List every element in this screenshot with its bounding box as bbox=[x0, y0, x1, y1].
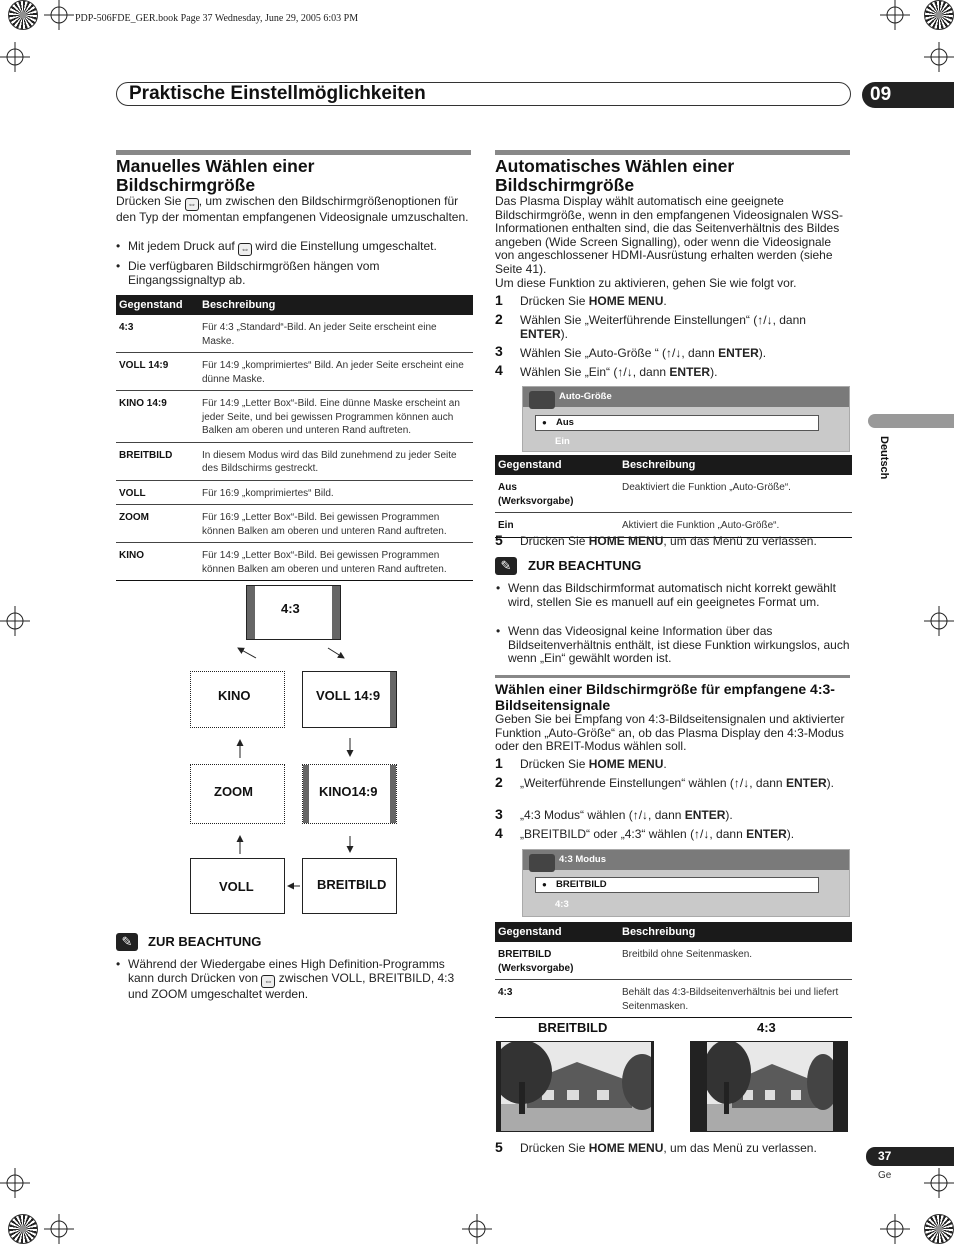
note-bullet: • Während der Wiedergabe eines High Definition-Programms kann durch Drücken von ⇔ zwischen VOLL, BREITBILD, 4:3 und ZOOM umgeschaltet werden. bbox=[116, 958, 471, 1001]
chapter-number: 09 bbox=[862, 82, 954, 108]
crosshair-mark-icon bbox=[44, 1214, 74, 1244]
mode-box-voll-14-9: VOLL 14:9 bbox=[302, 671, 397, 728]
screen-size-table bbox=[116, 295, 473, 581]
subsection-heading: Wählen einer Bildschirmgröße für empfangene 4:3-Bildseitensignale bbox=[495, 681, 835, 713]
step-number: 4 bbox=[495, 825, 503, 841]
menu-title: Auto-Größe bbox=[523, 387, 849, 407]
crosshair-mark-icon bbox=[0, 606, 30, 636]
color-registration-ball bbox=[924, 1214, 954, 1244]
step-number: 4 bbox=[495, 362, 503, 378]
table-row: 4:3 Für 4:3 „Standard“-Bild. An jeder Seite erscheint eine Maske. bbox=[116, 315, 473, 353]
breitbild-house-photo bbox=[496, 1041, 654, 1132]
crosshair-mark-icon bbox=[880, 1214, 910, 1244]
color-registration-ball bbox=[8, 1214, 38, 1244]
page-language-code: Ge bbox=[878, 1170, 892, 1181]
crosshair-mark-icon bbox=[44, 0, 74, 30]
screen-size-button-icon: ⇔ bbox=[238, 243, 252, 256]
language-tab bbox=[868, 414, 954, 428]
mode-4-3-menu bbox=[522, 849, 850, 917]
step-text: Drücken Sie HOME MENU. bbox=[520, 757, 667, 771]
step-number: 1 bbox=[495, 755, 503, 771]
step-number: 5 bbox=[495, 532, 503, 548]
section-heading: Automatisches Wählen einer Bildschirmgröße bbox=[495, 156, 735, 195]
table-row: KINO 14:9 Für 14:9 „Letter Box“-Bild. Eine dünne Maske erscheint an jeder Seite, und bei gewissen Programmen können auch Balken am oberen und unteren Rand auftreten. bbox=[116, 391, 473, 443]
sub-intro-paragraph: Geben Sie bei Empfang von 4:3-Bildseitensignalen und aktivierter Funktion „Auto-Größe“ an, ob das Plasma Display den 4:3-Modus oder den BREIT-Modus wählen soll. bbox=[495, 712, 845, 753]
step-text: Drücken Sie HOME MENU. bbox=[520, 294, 667, 308]
table-row: Aus (Werksvorgabe) Deaktiviert die Funktion „Auto-Größe“. bbox=[495, 475, 852, 513]
step-number: 2 bbox=[495, 311, 503, 327]
section-rule bbox=[495, 150, 850, 155]
screen-size-button-icon: ⇔ bbox=[185, 198, 199, 211]
mode-4-3-house-photo bbox=[690, 1041, 848, 1132]
color-registration-ball bbox=[924, 0, 954, 30]
mode-box-zoom: ZOOM bbox=[190, 764, 285, 824]
auto-size-menu bbox=[522, 386, 850, 452]
menu-option-selected[interactable]: ● Aus bbox=[535, 415, 819, 431]
note-title: ZUR BEACHTUNG bbox=[528, 558, 642, 573]
table-row: KINO Für 14:9 „Letter Box“-Bild. Bei gewissen Programmen können Balken am oberen und unteren Rand auftreten. bbox=[116, 543, 473, 581]
page-number: 37 bbox=[866, 1147, 954, 1166]
intro-paragraph: Das Plasma Display wählt automatisch eine geeignete Bildschirmgröße, wenn in den empfangenen Videosignalen WSS-Informationen enthalten sind, die das Seitenverhältnis des Bildes angeben (Wide Screen Signalling), oder wenn die Videosignale von angeschlossener HDMI-Ausrüstung erhalten werden (siehe Seite 41). bbox=[495, 194, 843, 276]
table-row: ZOOM Für 16:9 „Letter Box“-Bild. Bei gewissen Programmen können Balken am oberen und unteren Rand auftreten. bbox=[116, 505, 473, 543]
crosshair-mark-icon bbox=[924, 1168, 954, 1198]
language-label: Deutsch bbox=[878, 436, 890, 480]
color-registration-ball bbox=[8, 0, 38, 30]
step-text: Drücken Sie HOME MENU, um das Menü zu verlassen. bbox=[520, 1141, 817, 1155]
table-header: Gegenstand bbox=[495, 922, 619, 942]
note-bullet: • Wenn das Bildschirmformat automatisch nicht korrekt gewählt wird, stellen Sie es manuell auf ein geeignetes Format um. bbox=[496, 582, 836, 609]
step-number: 2 bbox=[495, 774, 503, 790]
crosshair-mark-icon bbox=[924, 606, 954, 636]
mode-box-kino-14-9: KINO14:9 bbox=[302, 764, 397, 824]
step-number: 5 bbox=[495, 1139, 503, 1155]
note-pencil-icon: ✎ bbox=[495, 557, 517, 575]
table-row: VOLL 14:9 Für 14:9 „komprimiertes“ Bild. An jeder Seite erscheint eine dünne Maske. bbox=[116, 353, 473, 391]
intro-paragraph-2: Um diese Funktion zu aktivieren, gehen Sie wie folgt vor. bbox=[495, 276, 797, 290]
crosshair-mark-icon bbox=[462, 1214, 492, 1244]
crosshair-mark-icon bbox=[0, 42, 30, 72]
crosshair-mark-icon bbox=[924, 42, 954, 72]
table-row: Ein Aktiviert die Funktion „Auto-Größe“. bbox=[495, 513, 852, 538]
table-header: Beschreibung bbox=[199, 295, 473, 315]
step-text: Wählen Sie „Weiterführende Einstellungen“ (↑/↓, dann ENTER). bbox=[520, 313, 806, 341]
photo-label: BREITBILD bbox=[538, 1020, 608, 1035]
chapter-title: Praktische Einstellmöglichkeiten bbox=[116, 82, 851, 106]
step-number: 1 bbox=[495, 292, 503, 308]
crosshair-mark-icon bbox=[0, 1168, 30, 1198]
step-number: 3 bbox=[495, 806, 503, 822]
menu-option[interactable]: 4:3 bbox=[555, 899, 569, 910]
menu-title: 4:3 Modus bbox=[523, 850, 849, 870]
screen-size-button-icon: ⇔ bbox=[261, 975, 275, 988]
tv-menu-icon bbox=[529, 391, 555, 409]
table-row: BREITBILD In diesem Modus wird das Bild zunehmend zu jeder Seite des Bildschirms gestreckt. bbox=[116, 442, 473, 480]
table-header: Gegenstand bbox=[116, 295, 199, 315]
photo-label: 4:3 bbox=[757, 1020, 776, 1035]
menu-option-selected[interactable]: ● BREITBILD bbox=[535, 877, 819, 893]
tv-menu-icon bbox=[529, 854, 555, 872]
table-header: Beschreibung bbox=[619, 455, 852, 475]
step-text: Wählen Sie „Ein“ (↑/↓, dann ENTER). bbox=[520, 365, 718, 379]
step-text: „4:3 Modus“ wählen (↑/↓, dann ENTER). bbox=[520, 808, 733, 822]
mode-box-voll: VOLL bbox=[190, 858, 285, 914]
step-text: Drücken Sie HOME MENU, um das Menü zu verlassen. bbox=[520, 534, 817, 548]
menu-option[interactable]: Ein bbox=[555, 436, 570, 447]
table-header: Gegenstand bbox=[495, 455, 619, 475]
crosshair-mark-icon bbox=[880, 0, 910, 30]
section-heading: Manuelles Wählen einer Bildschirmgröße bbox=[116, 156, 315, 195]
mode-box-kino: KINO bbox=[190, 671, 285, 728]
mode-4-3-table bbox=[495, 922, 852, 1018]
mode-box-breitbild: BREITBILD bbox=[302, 858, 397, 914]
step-number: 3 bbox=[495, 343, 503, 359]
mode-box-4-3: 4:3 bbox=[246, 585, 341, 640]
bullet-item: • Die verfügbaren Bildschirmgrößen hängen vom Eingangssignaltyp ab. bbox=[116, 260, 406, 287]
section-rule bbox=[116, 150, 471, 155]
note-pencil-icon: ✎ bbox=[116, 933, 138, 951]
intro-paragraph: Drücken Sie ⇔ , um zwischen den Bildschirmgrößenoptionen für den Typ der momentan empfangenen Videosignale umzuschalten. bbox=[116, 194, 469, 224]
note-title: ZUR BEACHTUNG bbox=[148, 934, 262, 949]
note-bullet: • Wenn das Videosignal keine Information über das Bildseitenverhältnis enthält, ist diese Funktion wirkungslos, auch wenn „Ein“ gewählt worden ist. bbox=[496, 625, 851, 666]
step-text: „Weiterführende Einstellungen“ wählen (↑/↓, dann ENTER). bbox=[520, 776, 834, 790]
table-row: VOLL Für 16:9 „komprimiertes“ Bild. bbox=[116, 480, 473, 505]
table-row: 4:3 Behält das 4:3-Bildseitenverhältnis bei und liefert Seitenmasken. bbox=[495, 980, 852, 1018]
step-text: „BREITBILD“ oder „4:3“ wählen (↑/↓, dann ENTER). bbox=[520, 827, 795, 841]
section-rule bbox=[495, 675, 850, 678]
diagram-arrows bbox=[180, 610, 410, 900]
bullet-item: • Mit jedem Druck auf ⇔ wird die Einstellung umgeschaltet. bbox=[116, 240, 471, 256]
step-text: Wählen Sie „Auto-Größe “ (↑/↓, dann ENTER). bbox=[520, 346, 767, 360]
table-row: BREITBILD (Werksvorgabe) Breitbild ohne Seitenmasken. bbox=[495, 942, 852, 980]
table-header: Beschreibung bbox=[619, 922, 852, 942]
book-header: PDP-506FDE_GER.book Page 37 Wednesday, June 29, 2005 6:03 PM bbox=[75, 13, 359, 24]
auto-size-table bbox=[495, 455, 852, 538]
